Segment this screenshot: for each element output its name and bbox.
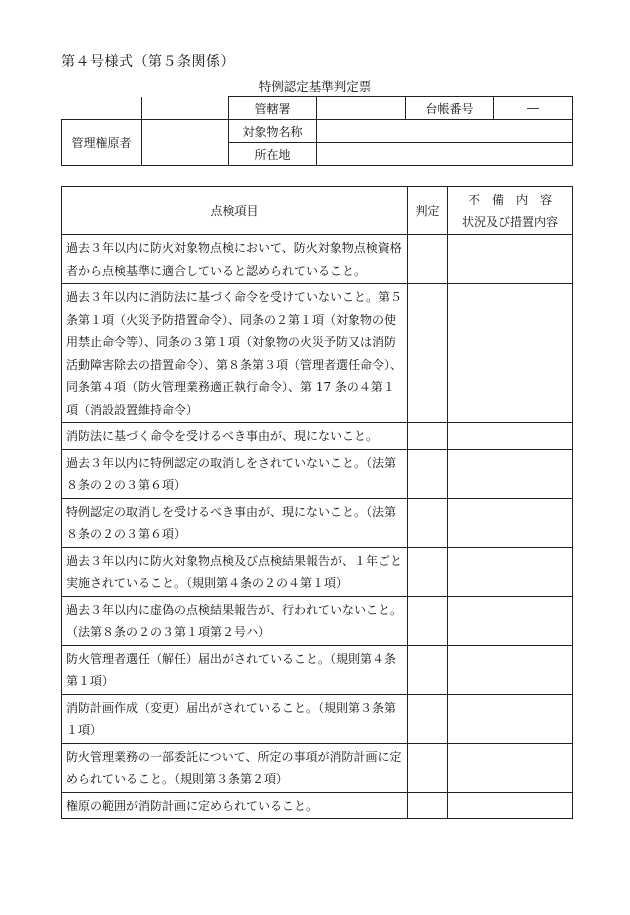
inspection-item: 過去３年以内に消防法に基づく命令を受けていないこと。第５条第１項（火災予防措置命令）、同条の２第１項（対象物の使用禁止命令等）、同条の３第１項（対象物の火災予防又は消防活動障害除去の措置命令）、第８条第３項（管理者選任命令）、同条第４項（防火管理業務適正執行命令）、第 17 条の４第１項（消設設置維持命令） (62, 284, 408, 423)
inspection-item: 過去３年以内に防火対象物点検において、防火対象物点検資格者から点検基準に適合していると認められていること。 (62, 235, 408, 284)
inspection-item: 消防計画作成（変更）届出がされていること。（規則第３条第１項） (62, 694, 408, 743)
table-row (62, 792, 573, 819)
remarks-cell[interactable] (448, 743, 573, 792)
inspection-item: 防火管理者選任（解任）届出がされていること。（規則第４条第１項） (62, 645, 408, 694)
judgment-cell[interactable] (408, 423, 448, 450)
ledger-number-field[interactable]: ― (494, 97, 573, 120)
remarks-cell[interactable] (448, 596, 573, 645)
judgment-cell[interactable] (408, 694, 448, 743)
judgment-cell[interactable] (408, 284, 448, 423)
remarks-cell[interactable] (448, 284, 573, 423)
header-table (61, 96, 573, 166)
judgment-cell[interactable] (408, 235, 448, 284)
object-name-field[interactable] (317, 120, 573, 143)
judgment-cell[interactable] (408, 792, 448, 819)
inspection-item: 特例認定の取消しを受けるべき事由が、現にないこと。（法第８条の２の３第６項） (62, 498, 408, 547)
inspection-item: 過去３年以内に虚偽の点検結果報告が、行われていないこと。（法第８条の２の３第１項第２号ハ） (62, 596, 408, 645)
blank-cell (62, 97, 142, 120)
blank-cell (142, 97, 229, 120)
table-row (62, 498, 573, 547)
column-header-remarks-line2: 状況及び措置内容 (461, 214, 558, 229)
column-header-item: 点検項目 (62, 187, 408, 235)
table-row (62, 547, 573, 596)
judgment-cell[interactable] (408, 743, 448, 792)
table-row (62, 645, 573, 694)
remarks-cell[interactable] (448, 792, 573, 819)
form-label: 第４号様式（第５条関係） (61, 54, 235, 70)
holder-label: 管理権原者 (62, 120, 142, 166)
remarks-cell[interactable] (448, 547, 573, 596)
judgment-cell[interactable] (408, 645, 448, 694)
holder-field[interactable] (142, 120, 229, 166)
jurisdiction-field[interactable] (317, 97, 406, 120)
table-row (62, 449, 573, 498)
judgment-cell[interactable] (408, 449, 448, 498)
table-row (62, 423, 573, 450)
remarks-cell[interactable] (448, 694, 573, 743)
location-label: 所在地 (229, 143, 317, 166)
judgment-cell[interactable] (408, 498, 448, 547)
inspection-item: 権原の範囲が消防計画に定められていること。 (62, 792, 408, 819)
location-field[interactable] (317, 143, 573, 166)
column-header-judgment: 判定 (408, 187, 448, 235)
judgment-cell[interactable] (408, 596, 448, 645)
remarks-cell[interactable] (448, 498, 573, 547)
judgment-cell[interactable] (408, 547, 448, 596)
document-title: 特例認定基準判定票 (258, 79, 372, 94)
jurisdiction-label: 管轄署 (229, 97, 317, 120)
inspection-item: 消防法に基づく命令を受けるべき事由が、現にないこと。 (62, 423, 408, 450)
table-row (62, 596, 573, 645)
inspection-item: 過去３年以内に防火対象物点検及び点検結果報告が、１年ごと実施されていること。（規則第４条の２の４第１項） (62, 547, 408, 596)
object-name-label: 対象物名称 (229, 120, 317, 143)
remarks-cell[interactable] (448, 235, 573, 284)
table-row (62, 694, 573, 743)
remarks-cell[interactable] (448, 423, 573, 450)
remarks-cell[interactable] (448, 449, 573, 498)
table-row (62, 284, 573, 423)
inspection-item: 過去３年以内に特例認定の取消しをされていないこと。（法第８条の２の３第６項） (62, 449, 408, 498)
remarks-cell[interactable] (448, 645, 573, 694)
ledger-number-label: 台帳番号 (406, 97, 494, 120)
column-header-remarks-line1: 不 備 内 容 (467, 192, 552, 207)
column-header-remarks (448, 187, 573, 235)
inspection-table (61, 186, 573, 819)
inspection-item: 防火管理業務の一部委託について、所定の事項が消防計画に定められていること。（規則第３条第２項） (62, 743, 408, 792)
table-row (62, 235, 573, 284)
table-row (62, 743, 573, 792)
